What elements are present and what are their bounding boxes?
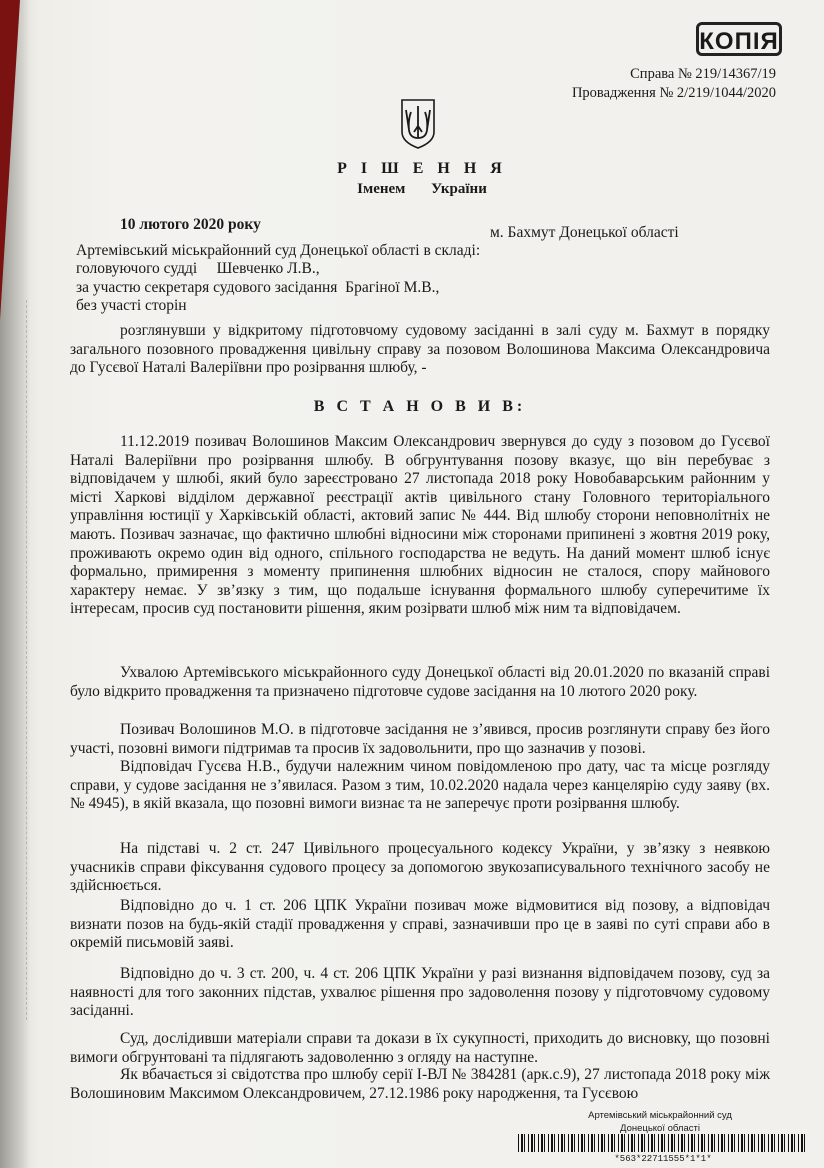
paragraph-ruling: Ухвалою Артемівського міськрайонного суду Донецької області від 20.01.2020 по вказаній справі було відкрито провадження та призначено підготовче судове засідання на 10 лютого 2020 року. (70, 664, 770, 700)
barcode (518, 1134, 808, 1152)
decision-city: м. Бахмут Донецької області (490, 224, 679, 241)
proceeding-number: Провадження № 2/219/1044/2020 (571, 85, 776, 101)
case-number: Справа № 219/14367/19 (630, 66, 776, 82)
paragraph-claim: 11.12.2019 позивач Волошинов Максим Олександрович звернувся до суду з позовом до Гусєвої Наталі Валеріївни про розірвання шлюбу. В обгрунтування позову вказує, що він перебуває з відповідачем у шлюбі, який було зареєстровано 27 листопада 2018 року Новобаварським районним у місті Харкові відділом державної реєстрації актів цивільного стану Головного територіального управління юстиції у Харківській області, актовий запис № 444. Від шлюбу сторони неповнолітніх не мають. Позивач зазначає, що фактично шлюбні відносини між сторонами припинені з жовтня 2019 року, проживають окремо один від одного, спільного господарства не ведуть. На даний момент шлюб існує формально, примирення з моменту припинення шлюбних відносин не сталося, спору майнового характеру немає. У зв’язку з тим, що подальше існування формального шлюбу суперечитиме їх інтересам, просив суд постановити рішення, яким розірвати шлюб між ним та відповідачем. (70, 433, 770, 618)
presiding-judge: головуючого судді Шевченко Л.В., (76, 260, 320, 277)
paragraph-recording: На підставі ч. 2 ст. 247 Цивільного процесуального кодексу України, у зв’язку з неявкою учасників справи фіксування судового процесу за допомогою звукозаписувального технічного засобу не здійснюється. (70, 840, 770, 895)
parties-absence: без участі сторін (76, 297, 187, 314)
paragraph-plaintiff: Позивач Волошинов М.О. в підготовче засідання не з’явився, просив розглянути справу без його участі, позовні вимоги підтримав та просив їх задовольнити, про що зазначив у позові. (70, 721, 770, 757)
paragraph-defendant: Відповідач Гусєва Н.В., будучи належним чином повідомленою про дату, час та місце розгляду справи, у судове засідання не з’явилася. Разом з тим, 10.02.2020 надала через канцелярію суду заяву (вх. № 4945), в якій вказала, що позовні вимоги визнає та не заперечує проти розірвання шлюбу. (70, 758, 770, 813)
court-composition: Артемівський міськрайонний суд Донецької області в складі: (76, 242, 481, 259)
court-secretary: за участю секретаря судового засідання Брагіної М.В., (76, 279, 440, 296)
paragraph-certificate: Як вбачається зі свідотства про шлюбу серії І-ВЛ № 384281 (арк.с.9), 27 листопада 2018 року між Волошиновим Максимом Олександровичем, 27.12.1986 року народження, та Гусєвою (70, 1066, 770, 1102)
footer-court-name: Артемівський міськрайонний суд (588, 1110, 732, 1121)
footer-region: Донецької області (620, 1123, 700, 1134)
paragraph-conclusion: Суд, дослідивши матеріали справи та докази в їх сукупності, приходить до висновку, що позовні вимоги обгрунтовані та підлягають задоволенню з огляду на наступне. (70, 1030, 770, 1066)
paragraph-article-200: Відповідно до ч. 3 ст. 200, ч. 4 ст. 206 ЦПК України у разі визнання відповідачем позову, суд за наявності для того законних підстав, ухвалює рішення про задоволення позову у підготовчому судовому засіданні. (70, 965, 770, 1020)
document-subtitle: Іменем України (357, 181, 487, 197)
decision-date: 10 лютого 2020 року (120, 216, 261, 233)
paragraph-article-206: Відповідно до ч. 1 ст. 206 ЦПК України позивач може відмовитися від позову, а відповідач визнати позов на будь-якій стадії провадження у справі, зазначивши про це в заяві по суті справи або в окремій письмовій заяві. (70, 897, 770, 952)
document-title: Р І Ш Е Н Н Я (337, 160, 507, 177)
section-heading: В С Т А Н О В И В: (313, 398, 527, 415)
trident-emblem-icon (400, 98, 436, 150)
copy-stamp: КОПІЯ (696, 22, 782, 56)
barcode-number: *563*22711555*1*1* (614, 1154, 712, 1164)
intro-paragraph: розглянувши у відкритому підготовчому судовому засіданні в залі суду м. Бахмут в порядку загального позовного провадження цивільну справу за позовом Волошинова Максима Олександровича до Гусєвої Наталі Валеріївни про розірвання шлюбу, - (70, 322, 770, 377)
